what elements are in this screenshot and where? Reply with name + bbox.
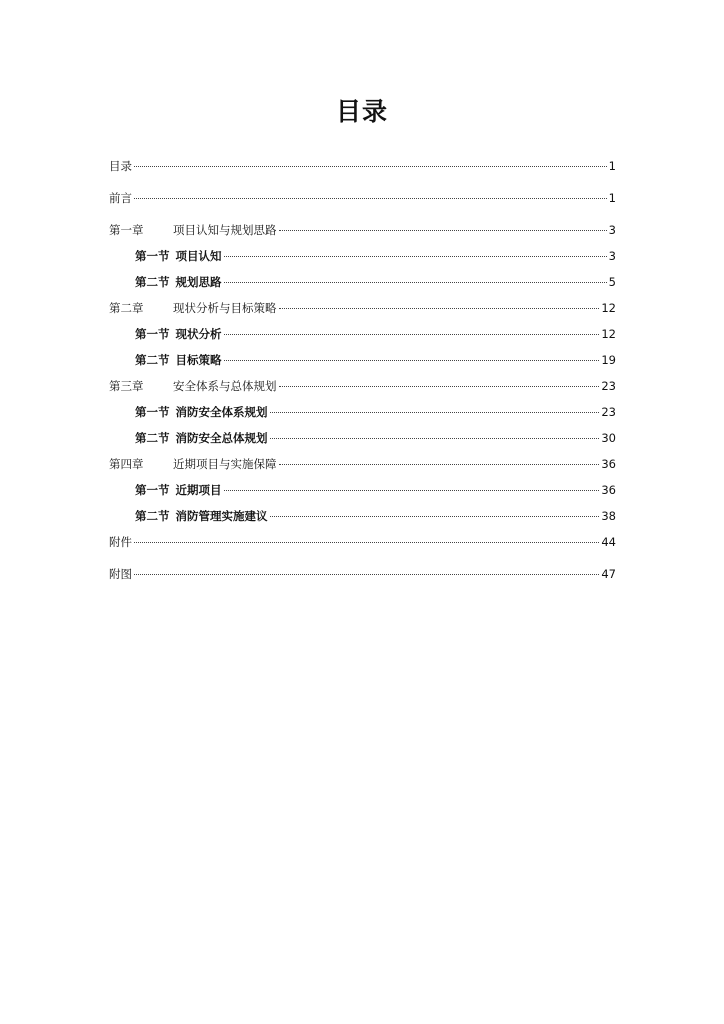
- toc-entry-section-4-2[interactable]: [135, 508, 616, 524]
- section-number: 第一节: [135, 249, 170, 263]
- toc-entry-section-2-2[interactable]: [135, 352, 616, 368]
- dot-leader: [134, 198, 607, 199]
- toc-page-number: 44: [601, 535, 616, 549]
- toc-entry-text: 规划思路: [175, 275, 222, 289]
- toc-entry-chapter-4[interactable]: [109, 456, 616, 472]
- toc-entry-preface[interactable]: [109, 190, 616, 206]
- toc-entry-section-3-1[interactable]: [135, 404, 616, 420]
- toc-entry-section-1-2[interactable]: [135, 274, 616, 290]
- toc-entry-chapter-2[interactable]: [109, 300, 616, 316]
- toc-entry-text: 项目认知: [175, 249, 222, 263]
- toc-entry-text: 项目认知与规划思路: [173, 223, 277, 237]
- section-number: 第一节: [135, 405, 170, 419]
- section-number: 第一节: [135, 327, 170, 341]
- toc-entry-text: 安全体系与总体规划: [173, 379, 277, 393]
- toc-entry-text: 消防管理实施建议: [175, 509, 268, 523]
- dot-leader: [134, 166, 607, 167]
- dot-leader: [224, 282, 607, 283]
- toc-entry-text: 近期项目: [175, 483, 222, 497]
- chapter-number: 第三章: [109, 379, 144, 393]
- toc-entry-text: 现状分析与目标策略: [173, 301, 277, 315]
- page-title: 目录: [335, 97, 388, 126]
- toc-page-number: 3: [608, 249, 616, 263]
- toc-page-number: 23: [601, 405, 616, 419]
- section-number: 第二节: [135, 509, 170, 523]
- dot-leader: [224, 490, 600, 491]
- dot-leader: [270, 412, 600, 413]
- toc-page-number: 36: [601, 457, 616, 471]
- section-number: 第二节: [135, 431, 170, 445]
- toc-entry-section-2-1[interactable]: [135, 326, 616, 342]
- toc-entry-attachments[interactable]: [109, 534, 616, 550]
- toc-entry-figures[interactable]: [109, 566, 616, 582]
- toc-page-number: 36: [601, 483, 616, 497]
- chapter-number: 第四章: [109, 457, 144, 471]
- table-of-contents: [109, 158, 616, 598]
- toc-page-number: 5: [608, 275, 616, 289]
- dot-leader: [134, 574, 599, 575]
- toc-entry-text: 消防安全总体规划: [175, 431, 268, 445]
- chapter-number: 第一章: [109, 223, 144, 237]
- section-number: 第一节: [135, 483, 170, 497]
- toc-entry-text: 附图: [109, 567, 132, 581]
- toc-entry-text: 附件: [109, 535, 132, 549]
- toc-entry-chapter-3[interactable]: [109, 378, 616, 394]
- toc-page-number: 1: [608, 159, 616, 173]
- toc-entry-text: 目标策略: [175, 353, 222, 367]
- dot-leader: [224, 360, 600, 361]
- dot-leader: [279, 386, 600, 387]
- toc-page-number: 23: [601, 379, 616, 393]
- toc-entry-text: 消防安全体系规划: [175, 405, 268, 419]
- toc-entry-section-1-1[interactable]: [135, 248, 616, 264]
- section-number: 第二节: [135, 275, 170, 289]
- dot-leader: [224, 334, 600, 335]
- toc-entry-section-4-1[interactable]: [135, 482, 616, 498]
- toc-page-number: 30: [601, 431, 616, 445]
- toc-page-number: 38: [601, 509, 616, 523]
- toc-page-number: 1: [608, 191, 616, 205]
- toc-entry-text: 前言: [109, 191, 132, 205]
- dot-leader: [270, 516, 600, 517]
- dot-leader: [224, 256, 607, 257]
- toc-entry-text: 近期项目与实施保障: [173, 457, 277, 471]
- chapter-number: 第二章: [109, 301, 144, 315]
- section-number: 第二节: [135, 353, 170, 367]
- toc-page-number: 12: [601, 301, 616, 315]
- toc-entry-chapter-1[interactable]: [109, 222, 616, 238]
- toc-entry-contents[interactable]: [109, 158, 616, 174]
- dot-leader: [279, 464, 600, 465]
- toc-page-number: 3: [608, 223, 616, 237]
- toc-entry-text: 现状分析: [175, 327, 222, 341]
- toc-entry-section-3-2[interactable]: [135, 430, 616, 446]
- toc-entry-text: 目录: [109, 159, 132, 173]
- toc-page-number: 19: [601, 353, 616, 367]
- toc-page-number: 47: [601, 567, 616, 581]
- dot-leader: [279, 230, 607, 231]
- dot-leader: [134, 542, 599, 543]
- dot-leader: [279, 308, 600, 309]
- toc-page-number: 12: [601, 327, 616, 341]
- dot-leader: [270, 438, 600, 439]
